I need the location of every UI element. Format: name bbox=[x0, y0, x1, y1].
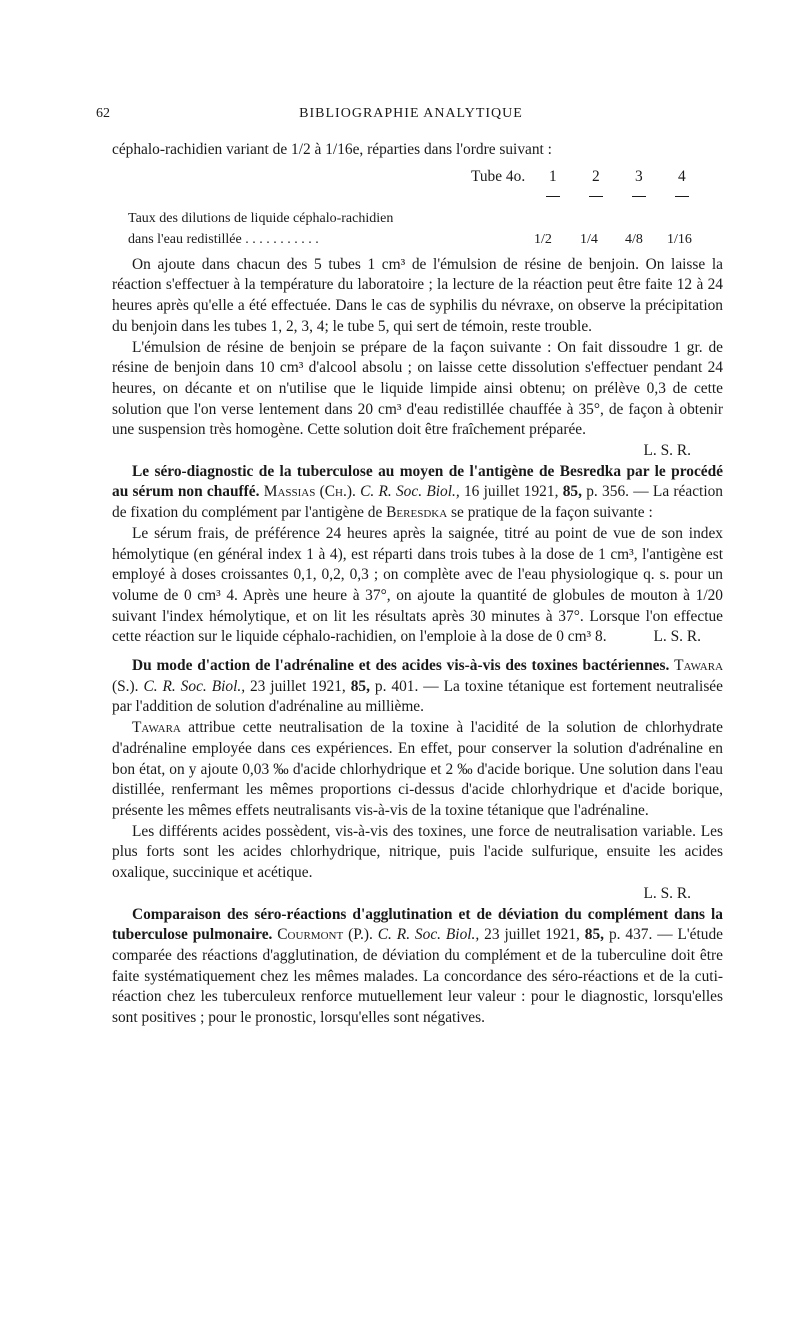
article-title: Comparaison des séro-réactions d'agglutination et de déviation du complément dans la tuberculose pulmonaire. bbox=[112, 905, 723, 944]
tube-3: 3 bbox=[635, 167, 643, 185]
article-journal: C. R. Soc. Biol., bbox=[377, 926, 480, 944]
article-abstract: p. 401. — La toxine tétanique est fortement neutralisée par l'addition de solution d'adrénaline au millième. bbox=[112, 677, 723, 716]
paragraph: Le sérum frais, de préférence 24 heures après la saignée, titré au point de vue de son index hémolytique (en général index 1 à 4), est réparti dans trois tubes à la dose de 1 cm³, l'antigène est employé à doses croissantes 0,1, 0,2, 0,3 ; on complète avec de l'eau physiologique q. s. pour un volume de 0 cm³ 4. Après une heure à 37°, on ajoute la quantité de globules de mouton à 1/20 suivant l'index hémolytique, et on lit les résultats après 30 minutes à 37°. Lorsque l'on effectue cette réaction sur le liquide céphalo-rachidien, on l'emploie à la dose de 0 cm³ 8. bbox=[112, 524, 723, 646]
article-volume: 85, bbox=[584, 926, 605, 944]
tube-1-rule bbox=[546, 196, 560, 197]
signature: L. S. R. bbox=[643, 884, 691, 902]
page-header bbox=[96, 106, 726, 124]
article-abstract: p. 437. — L'étude comparée des réactions d'agglutination, de déviation du complément et de la tuberculine doit être faite systématiquement chez les mêmes malades. La concordance des séro-réactions et de la cuti-réaction chez les tuberculeux renforce mutuellement leur valeur : pour le diagnostic, lorsqu'elles sont positives ; pour le pronostic, lorsqu'elles sont négatives. bbox=[112, 926, 723, 1027]
article-title: Le séro-diagnostic de la tuberculose au moyen de l'antigène de Besredka par le procédé au sérum non chauffé. bbox=[112, 462, 723, 501]
tube-4-rule bbox=[675, 196, 689, 197]
article-date: 16 juillet 1921, bbox=[463, 483, 559, 501]
page-number: 62 bbox=[96, 106, 110, 121]
tube-3-rule bbox=[632, 196, 646, 197]
article-date: 23 juillet 1921, bbox=[249, 677, 346, 695]
dilution-4: 1/16 bbox=[667, 231, 692, 247]
signature: L. S. R. bbox=[643, 442, 691, 460]
article-entry bbox=[112, 905, 723, 1029]
cited-author: Tawara bbox=[132, 719, 181, 737]
article-author: Massias (Ch.). bbox=[263, 483, 356, 501]
dilution-3: 4/8 bbox=[625, 231, 643, 247]
article-abstract-end: se pratique de la façon suivante : bbox=[451, 504, 653, 522]
paragraph: Les différents acides possèdent, vis-à-vis des toxines, une force de neutralisation variable. Les plus forts sont les acides chlorhydrique, nitrique, puis l'acide sulfurique, ensuite les acides oxalique, succinique et acétique. bbox=[112, 822, 723, 882]
tube-label: Tube 4o. bbox=[471, 167, 526, 185]
paragraph-text: attribue cette neutralisation de la toxine à l'acidité de la solution de chlorhydrate d'adrénaline employée dans ces expériences. En effet, pour conserver la solution d'adrénaline en bon état, on y ajoute 0,03 ‰ d'acide chlorhydrique et 2 ‰ d'acide borique. Une solution dans l'eau distillée, renfermant les mêmes proportions ci-dessus d'acide chlorhydrique et d'acide borique, présente les mêmes effets neutralisants vis-à-vis de la toxine tétanique que l'adrénaline. bbox=[112, 719, 723, 819]
article-volume: 85, bbox=[562, 483, 582, 501]
article-journal: C. R. Soc. Biol., bbox=[360, 483, 460, 501]
tube-1: 1 bbox=[549, 167, 557, 185]
article-author: Courmont (P.). bbox=[277, 926, 373, 944]
article-abstract: p. 356. — La réaction de fixation du complément par l'antigène de bbox=[112, 483, 723, 522]
paragraph: On ajoute dans chacun des 5 tubes 1 cm³ de l'émulsion de résine de benjoin. On laisse la réaction s'effectuer à la température du laboratoire ; la lecture de la réaction peut être faite 12 à 24 heures après qu'elle a été effectuée. Dans le cas de syphilis du névraxe, on observe la précipitation du benjoin dans les tubes 1, 2, 3, 4; le tube 5, qui sert de témoin, reste trouble. bbox=[112, 255, 723, 335]
tube-2: 2 bbox=[592, 167, 600, 185]
intro-line: céphalo-rachidien variant de 1/2 à 1/16e, réparties dans l'ordre suivant : bbox=[112, 141, 552, 158]
tube-2-rule bbox=[589, 196, 603, 197]
tube-4: 4 bbox=[678, 167, 686, 185]
article-title: Du mode d'action de l'adrénaline et des acides vis-à-vis des toxines bactériennes. bbox=[132, 657, 670, 675]
article-entry bbox=[112, 656, 723, 718]
dilution-1: 1/2 bbox=[534, 231, 552, 247]
row-label-line1: Taux des dilutions de liquide céphalo-rachidien bbox=[128, 210, 394, 226]
page-body bbox=[112, 140, 723, 1029]
signature: L. S. R. bbox=[653, 628, 701, 646]
article-volume: 85, bbox=[350, 677, 370, 695]
article-author: Tawara (S.). bbox=[112, 657, 724, 695]
article-entry bbox=[112, 462, 723, 524]
dilution-2: 1/4 bbox=[580, 231, 598, 247]
dilution-table bbox=[112, 161, 723, 255]
paragraph bbox=[112, 718, 723, 822]
running-title: BIBLIOGRAPHIE ANALYTIQUE bbox=[299, 106, 523, 121]
article-journal: C. R. Soc. Biol., bbox=[143, 677, 246, 695]
cited-author: Beresdka bbox=[386, 504, 448, 522]
article-date: 23 juillet 1921, bbox=[484, 926, 580, 944]
row-label-line2: dans l'eau redistillée . . . . . . . . . . . bbox=[128, 231, 319, 247]
paragraph: L'émulsion de résine de benjoin se prépare de la façon suivante : On fait dissoudre 1 gr. de résine de benjoin dans 10 cm³ d'alcool absolu ; on laisse cette dissolution s'effectuer pendant 24 heures, on décante et on n'utilise que le liquide limpide ainsi obtenu; on prélève 0,3 de cette solution que l'on verse lentement dans 20 cm³ d'eau redistillée chauffée à 35°, de façon à obtenir une suspension très homogène. Cette solution doit être fraîchement préparée. bbox=[112, 338, 723, 439]
